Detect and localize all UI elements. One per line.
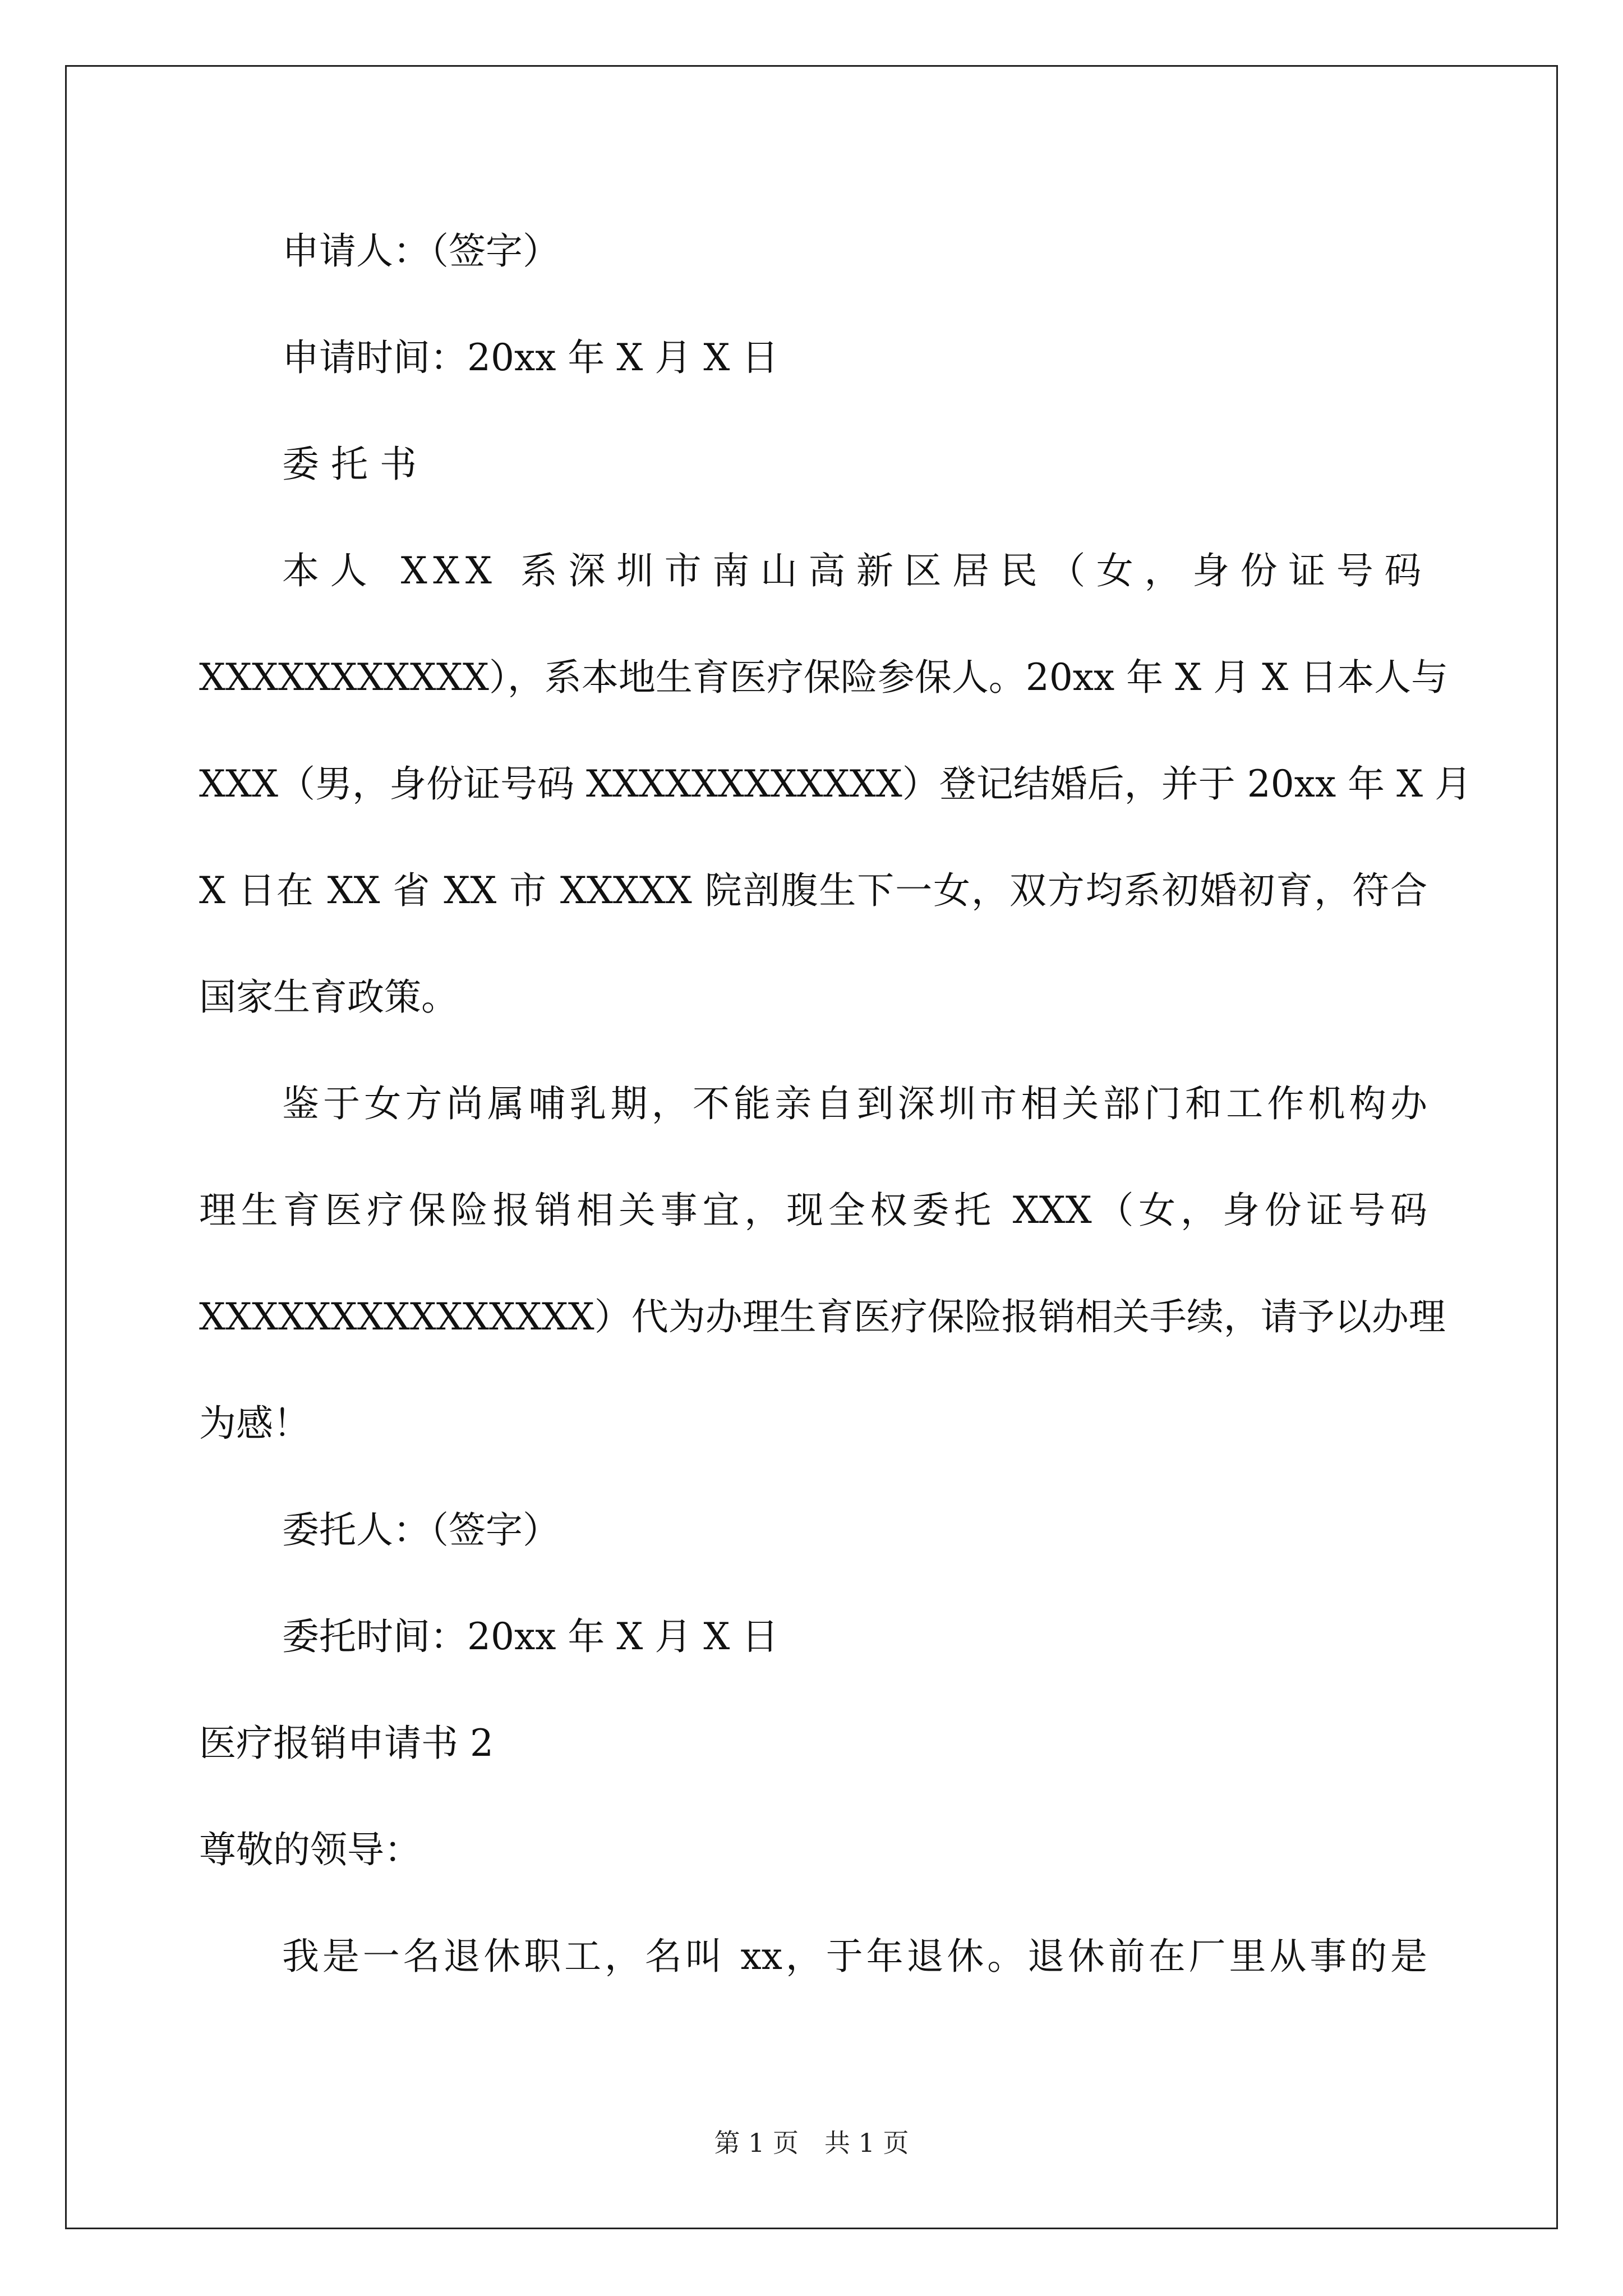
paragraph-line: XXXXXXXXXXX），系本地生育医疗保险参保人。20xx 年 X 月 X 日本人与 — [199, 656, 1449, 699]
paragraph-line: X 日在 XX 省 XX 市 XXXXX 院剖腹生下一女，双方均系初婚初育，符合 — [199, 869, 1427, 912]
trustor-signature-line: 委托人：（签字） — [282, 1508, 560, 1552]
paragraph-line: 为感！ — [199, 1402, 310, 1445]
entrustment-date-line: 委托时间：20xx 年 X 月 X 日 — [282, 1615, 779, 1658]
paragraph-line: 本人 XXX 系深圳市南山高新区居民（女，身份证号码 — [282, 549, 1427, 592]
page-border — [65, 65, 1558, 2229]
paragraph-line: 国家生育政策。 — [199, 976, 458, 1019]
applicant-signature-line: 申请人：（签字） — [282, 229, 560, 273]
section-heading: 医疗报销申请书 2 — [199, 1722, 494, 1765]
salutation: 尊敬的领导： — [199, 1828, 421, 1871]
page-footer: 第 1 页 共 1 页 — [714, 2128, 909, 2158]
paragraph-line: XXXXXXXXXXXXXXX）代为办理生育医疗保险报销相关手续，请予以办理 — [199, 1295, 1446, 1338]
paragraph-line: XXX（男，身份证号码 XXXXXXXXXXXX）登记结婚后，并于 20xx 年 X 月 — [199, 762, 1472, 806]
paragraph-line: 理生育医疗保险报销相关事宜，现全权委托 XXX（女，身份证号码 — [199, 1189, 1427, 1232]
entrustment-title: 委 托 书 — [282, 443, 417, 486]
paragraph-line: 鉴于女方尚属哺乳期，不能亲自到深圳市相关部门和工作机构办 — [282, 1082, 1427, 1125]
paragraph-line: 我是一名退休职工，名叫 xx，于年退休。退休前在厂里从事的是 — [282, 1935, 1427, 1978]
application-date-line: 申请时间：20xx 年 X 月 X 日 — [282, 336, 779, 379]
